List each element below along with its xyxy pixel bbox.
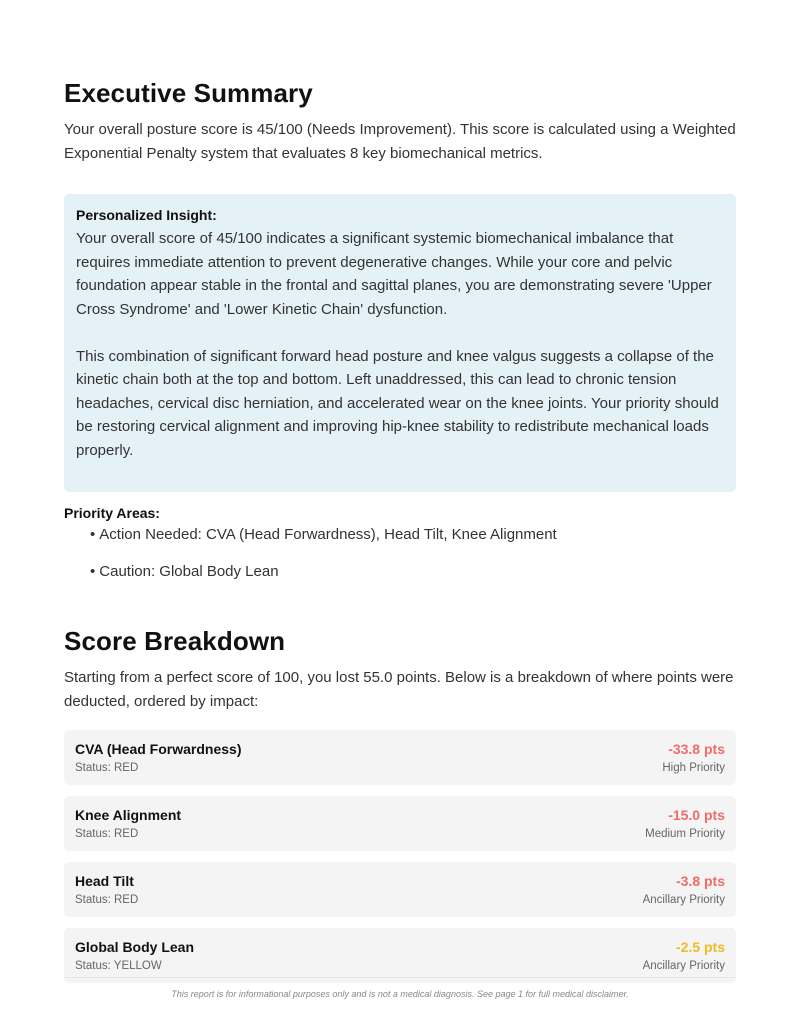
metric-priority: Ancillary Priority (642, 894, 725, 906)
priority-item-text: Action Needed: CVA (Head Forwardness), Head Tilt, Knee Alignment (99, 526, 557, 543)
priority-item (90, 525, 557, 545)
priority-areas-title: Priority Areas: (64, 505, 160, 521)
executive-summary-intro: Your overall posture score is 45/100 (Needs Improvement). This score is calculated using a Weighted Exponential Penalty system that evaluates 8 key biomechanical metrics. (64, 121, 736, 162)
score-breakdown-heading: Score Breakdown (64, 626, 286, 656)
personalized-insight-box (64, 194, 736, 492)
metric-status: Status: YELLOW (75, 960, 162, 972)
breakdown-row (64, 730, 736, 785)
score-breakdown-list (64, 730, 736, 994)
priority-item-text: Caution: Global Body Lean (99, 563, 279, 580)
priority-areas-list (64, 525, 557, 582)
bullet-icon: • (90, 563, 96, 580)
executive-summary-heading: Executive Summary (64, 78, 313, 108)
metric-points: -2.5 pts (675, 939, 725, 955)
breakdown-row (64, 862, 736, 917)
metric-status: Status: RED (75, 828, 139, 840)
metric-status: Status: RED (75, 762, 139, 774)
metric-name: Head Tilt (75, 873, 134, 889)
insight-title: Personalized Insight: (76, 207, 217, 223)
insight-paragraph: This combination of significant forward head posture and knee valgus suggests a collapse of the kinetic chain both at the top and bottom. Left unaddressed, this can lead to chronic tension headaches, cervical disc herniation, and accelerated wear on the knee joints. Your priority should be restoring cervical alignment and improving hip-knee stability to redistribute mechanical loads properly. (76, 347, 719, 459)
metric-points: -33.8 pts (668, 741, 725, 757)
metric-priority: High Priority (662, 762, 725, 774)
metric-points: -15.0 pts (668, 807, 725, 823)
metric-name: Knee Alignment (75, 807, 182, 823)
metric-points: -3.8 pts (675, 873, 725, 889)
footer-divider (64, 977, 736, 978)
metric-priority: Medium Priority (645, 828, 725, 840)
breakdown-row (64, 796, 736, 851)
bullet-icon: • (90, 526, 96, 543)
footer-disclaimer: This report is for informational purposes only and is not a medical diagnosis. See page 1 for full medical disclaimer. (171, 989, 629, 999)
metric-name: CVA (Head Forwardness) (75, 741, 242, 757)
score-breakdown-intro: Starting from a perfect score of 100, you lost 55.0 points. Below is a breakdown of where points were deducted, ordered by impact: (64, 669, 734, 710)
insight-paragraph: Your overall score of 45/100 indicates a significant systemic biomechanical imbalance that requires immediate attention to prevent degenerative changes. While your core and pelvic foundation appear stable in the frontal and sagittal planes, you are demonstrating severe 'Upper Cross Syndrome' and 'Lower Kinetic Chain' dysfunction. (76, 230, 712, 318)
metric-name: Global Body Lean (75, 939, 195, 955)
metric-status: Status: RED (75, 894, 139, 906)
priority-item (90, 562, 557, 582)
metric-priority: Ancillary Priority (642, 960, 725, 972)
breakdown-row (64, 928, 736, 983)
